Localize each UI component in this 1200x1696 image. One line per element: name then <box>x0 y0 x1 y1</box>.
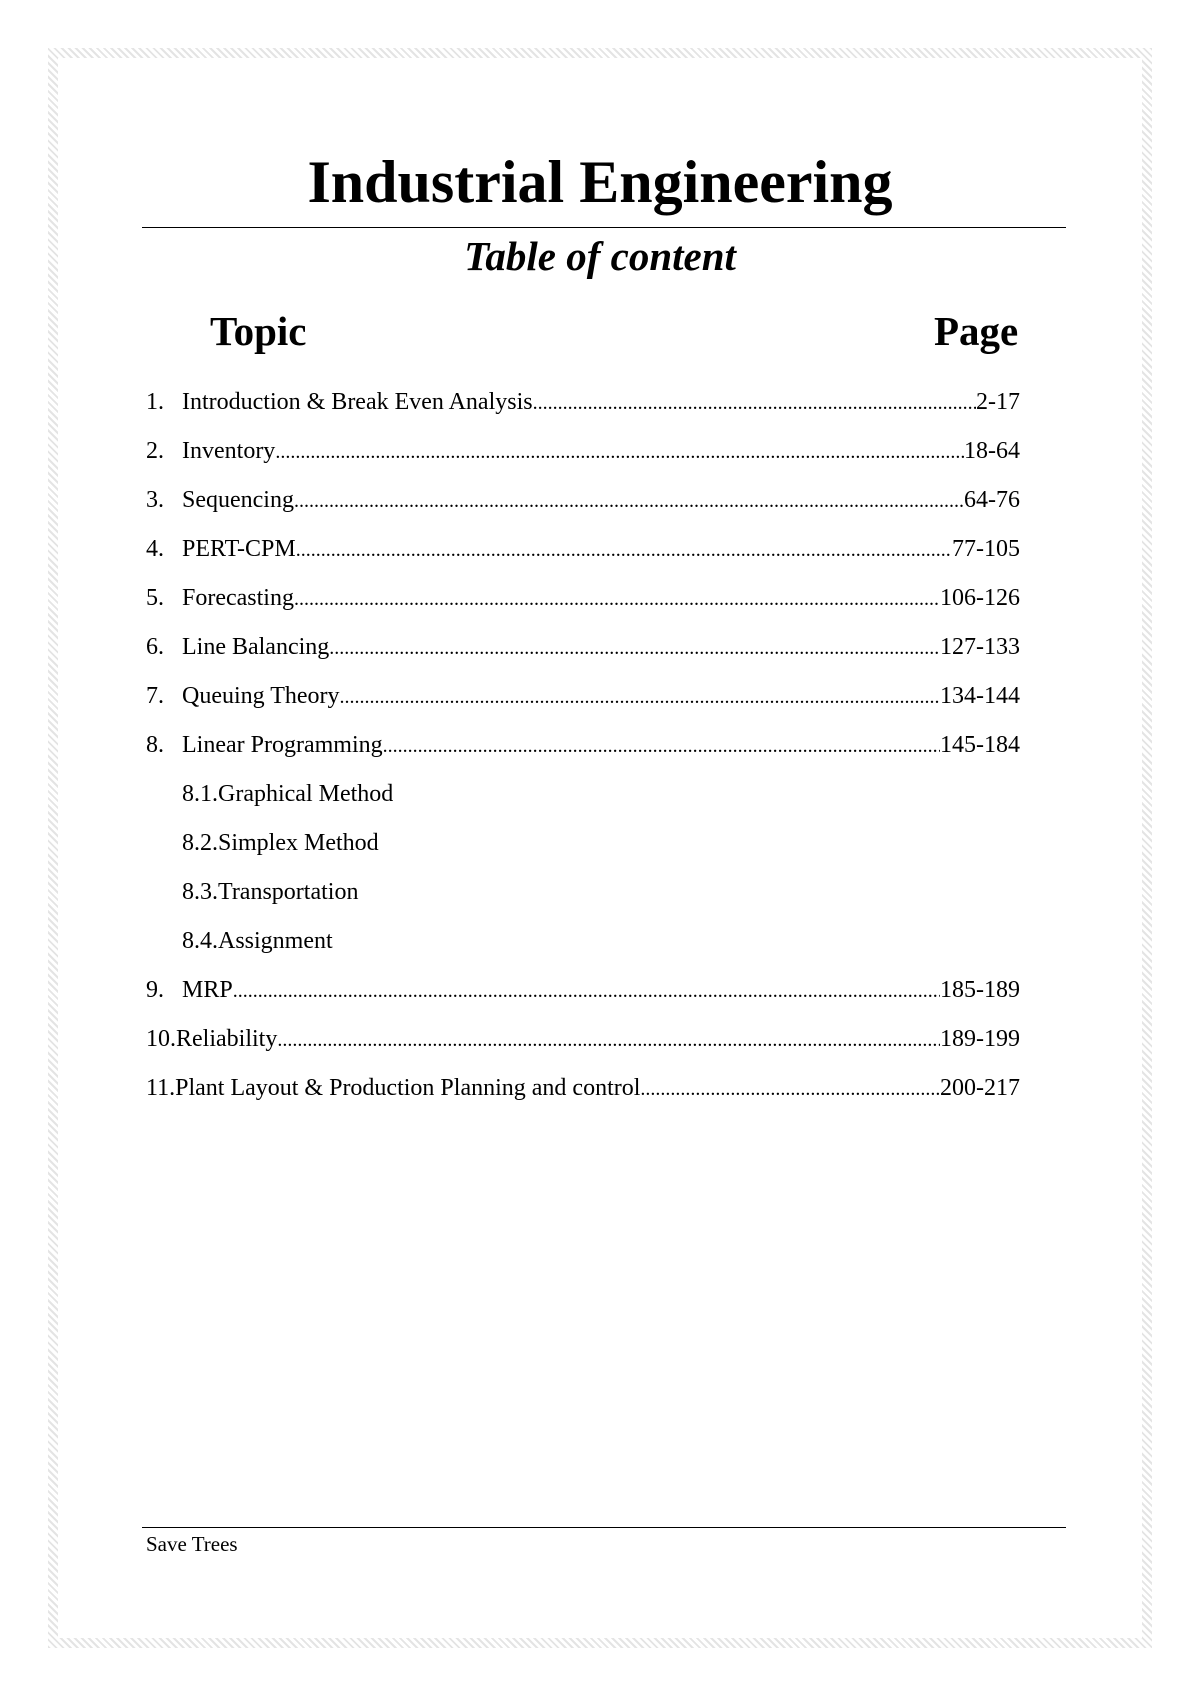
toc-entry-title: Reliability <box>176 1026 278 1052</box>
toc-entry-title: Inventory <box>182 438 276 464</box>
toc-entry-title: Forecasting <box>182 585 294 611</box>
toc-subentry-title: Assignment <box>218 928 333 954</box>
dot-leader <box>533 379 976 427</box>
toc-entry-number: 8. <box>146 732 164 758</box>
dot-leader <box>294 575 940 623</box>
toc-subentry-title: Graphical Method <box>218 781 394 807</box>
toc-entry-title: Queuing Theory <box>182 683 340 709</box>
toc-entry-number: 2. <box>146 438 164 464</box>
dot-leader <box>294 477 964 525</box>
toc-entry-pages: 2-17 <box>976 389 1020 415</box>
toc-entry-number: 1. <box>146 389 164 415</box>
toc-entry-plant-layout <box>146 1064 1020 1113</box>
toc-entry-line-balancing <box>146 623 1020 672</box>
toc-entry-pages: 64-76 <box>964 487 1020 513</box>
toc-entry-inventory <box>146 427 1020 476</box>
toc-subtitle: Table of content <box>464 233 736 279</box>
dot-leader <box>383 722 940 770</box>
dot-leader <box>329 624 940 672</box>
footer-rule <box>142 1527 1066 1528</box>
toc-entry-title: Sequencing <box>182 487 294 513</box>
dot-leader <box>296 526 952 574</box>
toc-subentry-title: Transportation <box>218 879 359 905</box>
toc-entry-pages: 145-184 <box>940 732 1020 758</box>
toc-entry-pages: 185-189 <box>940 977 1020 1003</box>
toc-subentry-number: 8.1. <box>182 781 218 807</box>
dot-leader <box>275 428 964 476</box>
toc-entry-mrp <box>146 966 1020 1015</box>
toc-entry-pages: 77-105 <box>952 536 1020 562</box>
toc-entry-sequencing <box>146 476 1020 525</box>
toc-subentry-title: Simplex Method <box>218 830 379 856</box>
toc-entry-number: 9. <box>146 977 164 1003</box>
toc-entry-linear-programming <box>146 721 1020 770</box>
toc-entry-number: 5. <box>146 585 164 611</box>
toc-entry-number: 11. <box>146 1075 176 1101</box>
toc-entry-pages: 127-133 <box>940 634 1020 660</box>
page-footer: Save Trees <box>146 1532 238 1556</box>
toc-entry-title: PERT-CPM <box>182 536 296 562</box>
toc-entry-pages: 106-126 <box>940 585 1020 611</box>
dot-leader <box>340 673 940 721</box>
dot-leader <box>640 1065 940 1113</box>
toc-subentry-graphical-method <box>146 770 1020 819</box>
toc-entry-title: Linear Programming <box>182 732 383 758</box>
toc-entry-title: MRP <box>182 977 233 1003</box>
toc-entry-pages: 18-64 <box>964 438 1020 464</box>
dot-leader <box>277 1016 940 1064</box>
toc-subentry-number: 8.4. <box>182 928 218 954</box>
toc-subentry-number: 8.3. <box>182 879 218 905</box>
toc-entry-number: 10. <box>146 1026 176 1052</box>
toc-entry-number: 6. <box>146 634 164 660</box>
toc-entry-pages: 189-199 <box>940 1026 1020 1052</box>
toc-entry-title: Plant Layout & Production Planning and control <box>175 1075 641 1101</box>
topic-column-header: Topic <box>210 308 307 354</box>
page-column-header: Page <box>934 308 1019 354</box>
toc-subentry-simplex-method <box>146 819 1020 868</box>
toc-entry-pert-cpm <box>146 525 1020 574</box>
toc-subentry-number: 8.2. <box>182 830 218 856</box>
toc-entry-reliability <box>146 1015 1020 1064</box>
dot-leader <box>233 967 940 1015</box>
toc-subentry-assignment <box>146 917 1020 966</box>
toc-entry-introduction <box>146 378 1020 427</box>
toc-entry-queuing-theory <box>146 672 1020 721</box>
toc-entry-forecasting <box>146 574 1020 623</box>
toc-entry-number: 7. <box>146 683 164 709</box>
toc-list <box>146 378 1020 1113</box>
toc-entry-pages: 200-217 <box>940 1075 1020 1101</box>
toc-subentry-transportation <box>146 868 1020 917</box>
toc-entry-pages: 134-144 <box>940 683 1020 709</box>
toc-entry-number: 3. <box>146 487 164 513</box>
toc-entry-title: Introduction & Break Even Analysis <box>182 389 533 415</box>
toc-entry-number: 4. <box>146 536 164 562</box>
document-title: Industrial Engineering <box>307 149 893 215</box>
toc-entry-title: Line Balancing <box>182 634 330 660</box>
